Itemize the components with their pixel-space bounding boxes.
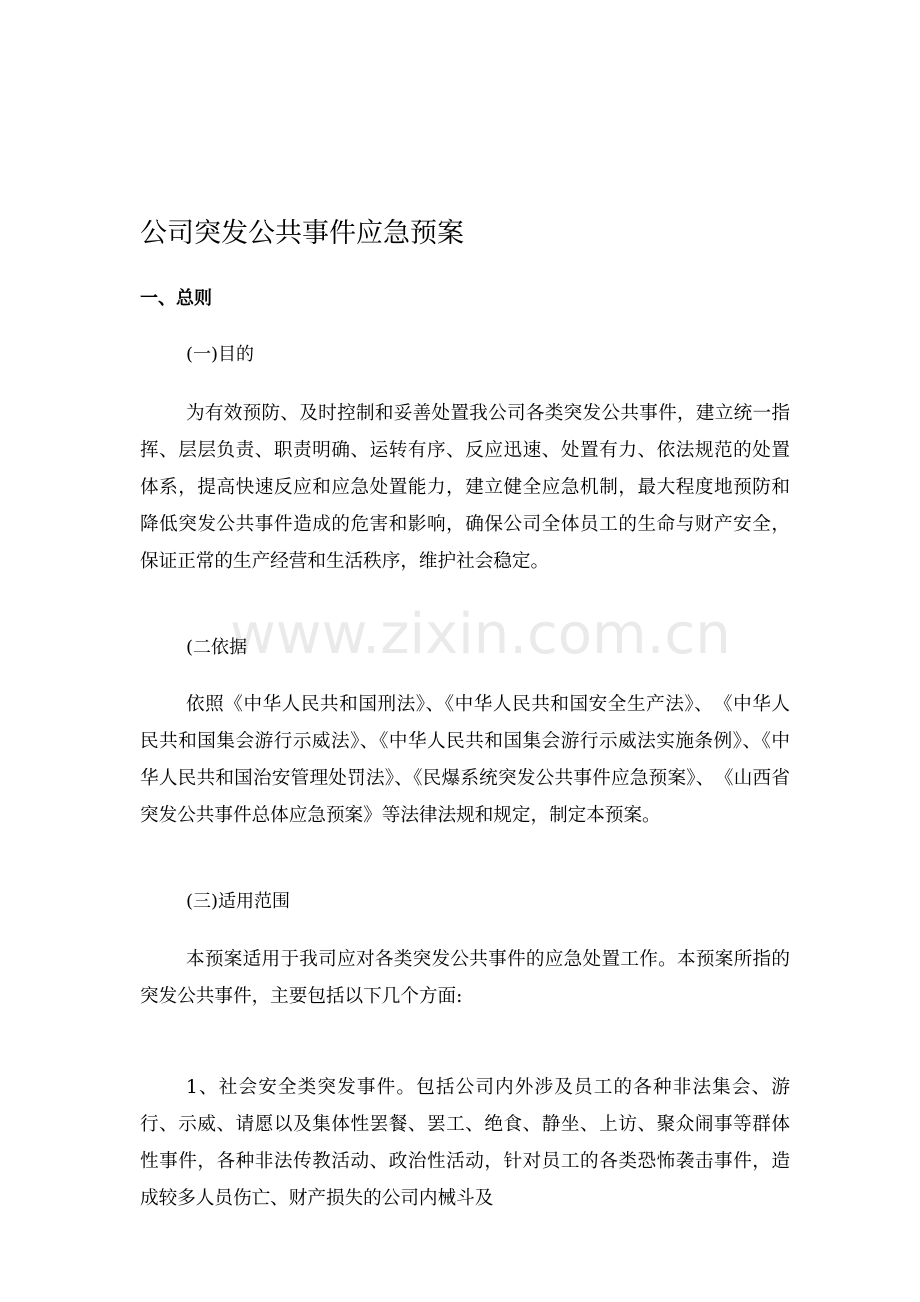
paragraph-scope: 本预案适用于我司应对各类突发公共事件的应急处置工作。本预案所指的突发公共事件，主要包括以下几个方面: xyxy=(140,949,790,1007)
paragraph-basis: 依照《中华人民共和国刑法》、《中华人民共和国安全生产法》、 《中华人民共和国集会游行示威法》、《中华人民共和国集会游行示威法实施条例》、《中华人民共和国治安管理处罚法》、《民爆系统突发公共事件应急预案》、 《山西省突发公共事件总体应急预案》等法律法规和规定，制定本预案。 xyxy=(140,694,790,826)
section-heading-general: 一、总则 xyxy=(140,288,212,309)
watermark: www.zixin.com.cn xyxy=(230,602,731,667)
subheading-purpose: (一)目的 xyxy=(186,344,255,365)
paragraph-social-security-events: 1、社会安全类突发事件。包括公司内外涉及员工的各种非法集会、游行、示威、请愿以及集体性罢餐、罢工、绝食、静坐、上访、聚众闹事等群体性事件，各种非法传教活动、政治性活动，针对员工的各类恐怖袭击事件，造成较多人员伤亡、财产损失的公司内械斗及 xyxy=(140,1077,790,1209)
document-title: 公司突发公共事件应急预案 xyxy=(140,218,464,249)
subheading-scope: (三)适用范围 xyxy=(186,891,291,912)
paragraph-purpose: 为有效预防、及时控制和妥善处置我公司各类突发公共事件，建立统一指挥、层层负责、职责明确、运转有序、反应迅速、处置有力、依法规范的处置体系，提高快速反应和应急处置能力，建立健全应急机制，最大程度地预防和降低突发公共事件造成的危害和影响，确保公司全体员工的生命与财产安全，保证正常的生产经营和生活秩序，维护社会稳定。 xyxy=(140,403,790,572)
subheading-basis: (二依据 xyxy=(186,637,248,658)
